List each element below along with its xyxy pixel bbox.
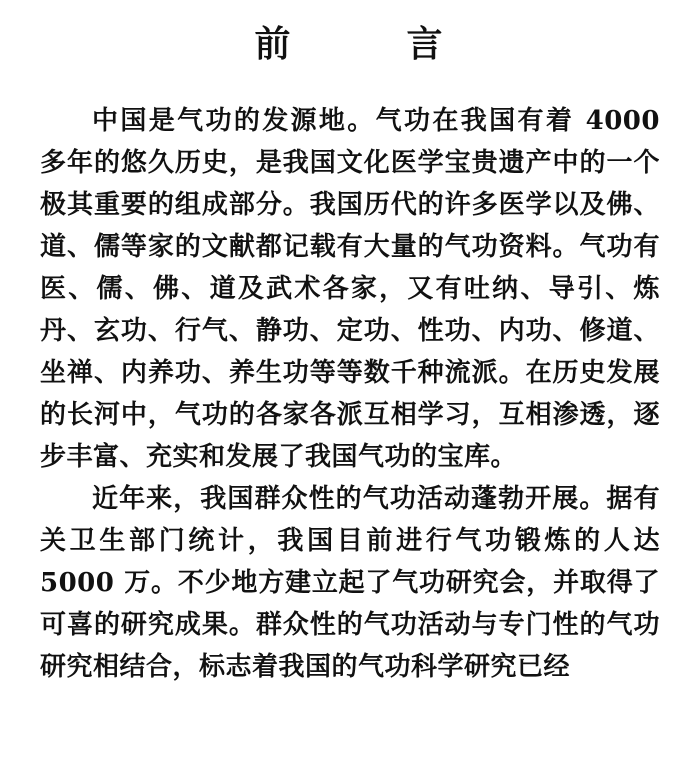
paragraph-1: 中国是气功的发源地。气功在我国有着 4000 多年的悠久历史，是我国文化医学宝贵遗产中的一个极其重要的组成部分。我国历代的许多医学以及佛、道、儒等家的文献都记载有大量的气功资料。气功有医、儒、佛、道及武术各家，又有吐纳、导引、炼丹、玄功、行气、静功、定功、性功、内功、修道、坐禅、内养功、养生功等等数千种流派。在历史发展的长河中，气功的各家各派互相学习，互相渗透，逐步丰富、充实和发展了我国气功的宝库。: [40, 106, 660, 472]
body-text: [40, 100, 660, 688]
paragraph-2: 近年来，我国群众性的气功活动蓬勃开展。据有关卫生部门统计，我国目前进行气功锻炼的人达 5000 万。不少地方建立起了气功研究会，并取得了可喜的研究成果。群众性的气功活动与专门性的气功研究相结合，标志着我国的气功科学研究已经: [40, 484, 660, 682]
page-title: 前 言: [254, 23, 483, 65]
